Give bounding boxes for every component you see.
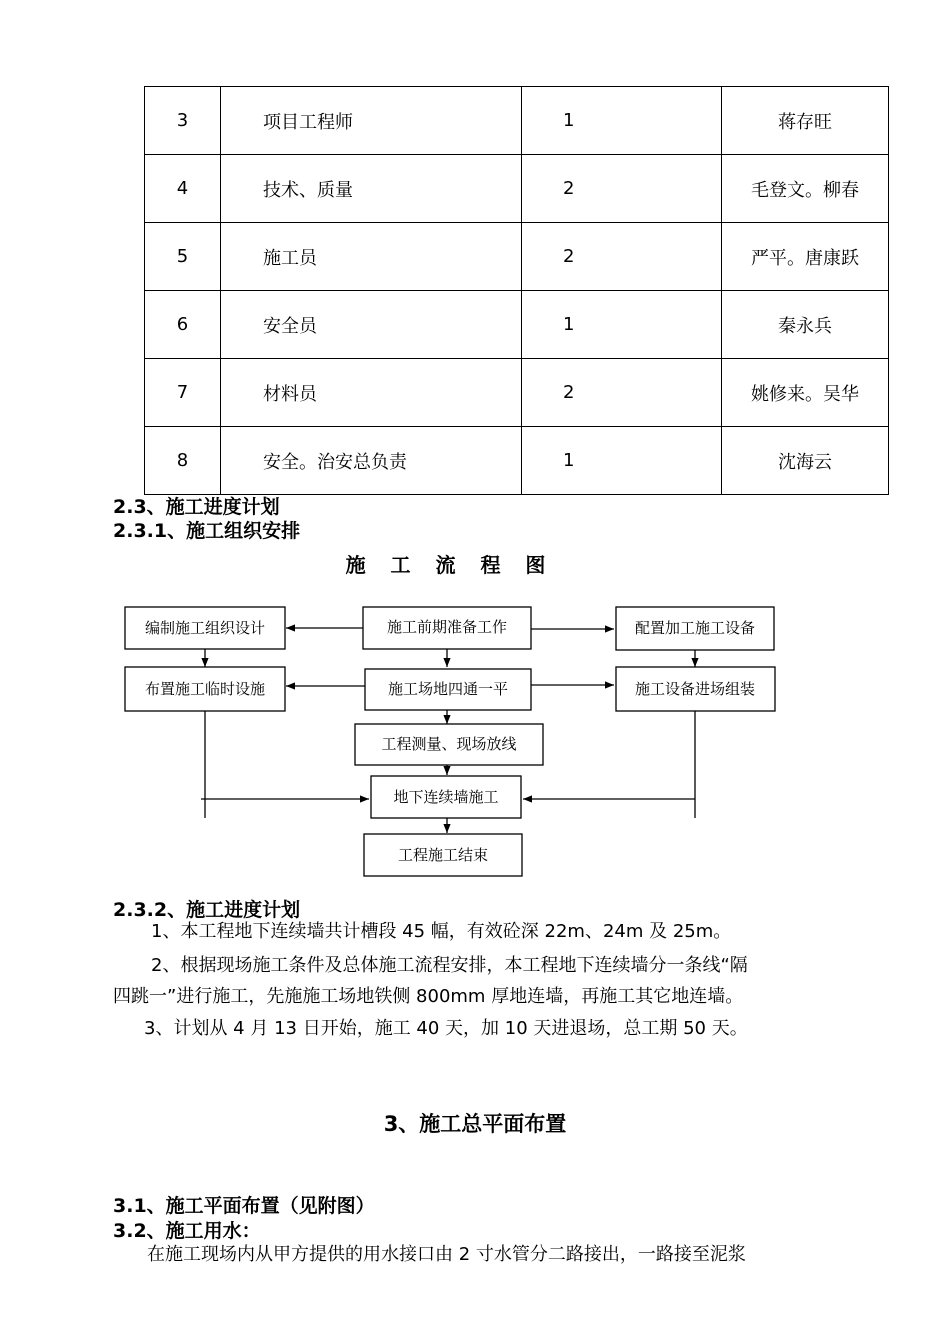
flow-box-wall <box>371 776 521 818</box>
flow-box-end <box>364 834 522 876</box>
row-number: 7 <box>145 359 221 427</box>
heading-2-3-2: 2.3.2、施工进度计划 <box>113 899 301 921</box>
flow-box-design-label: 编制施工组织设计 <box>144 619 266 637</box>
flow-box-equip-install <box>616 667 775 711</box>
flow-box-prep <box>363 607 531 649</box>
row-names: 姚修来。吴华 <box>722 359 889 427</box>
row-count: 1 <box>522 427 722 495</box>
row-role: 施工员 <box>221 223 522 291</box>
heading-2-3: 2.3、施工进度计划 <box>113 496 280 518</box>
flow-box-site-level-label: 施工场地四通一平 <box>387 680 509 698</box>
row-count: 1 <box>522 87 722 155</box>
heading-2-3-1: 2.3.1、施工组织安排 <box>113 520 301 542</box>
row-number: 3 <box>145 87 221 155</box>
row-names: 严平。唐康跃 <box>722 223 889 291</box>
paragraph-3: 3、计划从 4 月 13 日开始，施工 40 天，加 10 天进退场，总工期 50 天。 <box>144 1018 748 1039</box>
flow-box-site-level <box>365 669 531 710</box>
row-names: 蒋存旺 <box>722 87 889 155</box>
row-role: 项目工程师 <box>221 87 522 155</box>
paragraph-1: 1、本工程地下连续墙共计槽段 45 幅，有效砼深 22m、24m 及 25m。 <box>151 921 732 942</box>
paragraph-2-line-1: 2、根据现场施工条件及总体施工流程安排，本工程地下连续墙分一条线“隔 <box>151 955 748 976</box>
row-names: 沈海云 <box>722 427 889 495</box>
paragraph-2-line-2: 四跳一”进行施工，先施施工场地铁侧 800mm 厚地连墙，再施工其它地连墙。 <box>113 986 744 1007</box>
flow-box-temp-facility <box>125 667 285 711</box>
heading-3-2: 3.2、施工用水： <box>113 1220 261 1242</box>
flow-box-equip-config <box>616 607 774 650</box>
heading-3-1: 3.1、施工平面布置（见附图） <box>113 1195 375 1217</box>
flow-box-prep-label: 施工前期准备工作 <box>386 618 508 636</box>
row-count: 1 <box>522 291 722 359</box>
row-role: 材料员 <box>221 359 522 427</box>
flow-box-survey <box>355 724 543 765</box>
flow-box-end-label: 工程施工结束 <box>397 846 489 864</box>
row-number: 6 <box>145 291 221 359</box>
row-number: 4 <box>145 155 221 223</box>
row-count: 2 <box>522 359 722 427</box>
row-names: 秦永兵 <box>722 291 889 359</box>
flow-box-survey-label: 工程测量、现场放线 <box>381 735 517 753</box>
flow-box-design <box>125 607 285 649</box>
flow-box-wall-label: 地下连续墙施工 <box>393 788 499 806</box>
row-number: 5 <box>145 223 221 291</box>
row-count: 2 <box>522 223 722 291</box>
row-count: 2 <box>522 155 722 223</box>
section-title: 3、施工总平面布置 <box>383 1112 567 1136</box>
paragraph-water: 在施工现场内从甲方提供的用水接口由 2 寸水管分二路接出，一路接至泥浆 <box>147 1244 746 1265</box>
row-role: 安全。治安总负责 <box>221 427 522 495</box>
row-role: 安全员 <box>221 291 522 359</box>
row-number: 8 <box>145 427 221 495</box>
flow-box-equip-install-label: 施工设备进场组装 <box>634 680 756 698</box>
row-names: 毛登文。柳春 <box>722 155 889 223</box>
flow-box-temp-facility-label: 布置施工临时设施 <box>144 680 266 698</box>
flowchart-title: 施 工 流 程 图 <box>345 553 555 577</box>
flow-box-equip-config-label: 配置加工施工设备 <box>634 619 756 637</box>
row-role: 技术、质量 <box>221 155 522 223</box>
